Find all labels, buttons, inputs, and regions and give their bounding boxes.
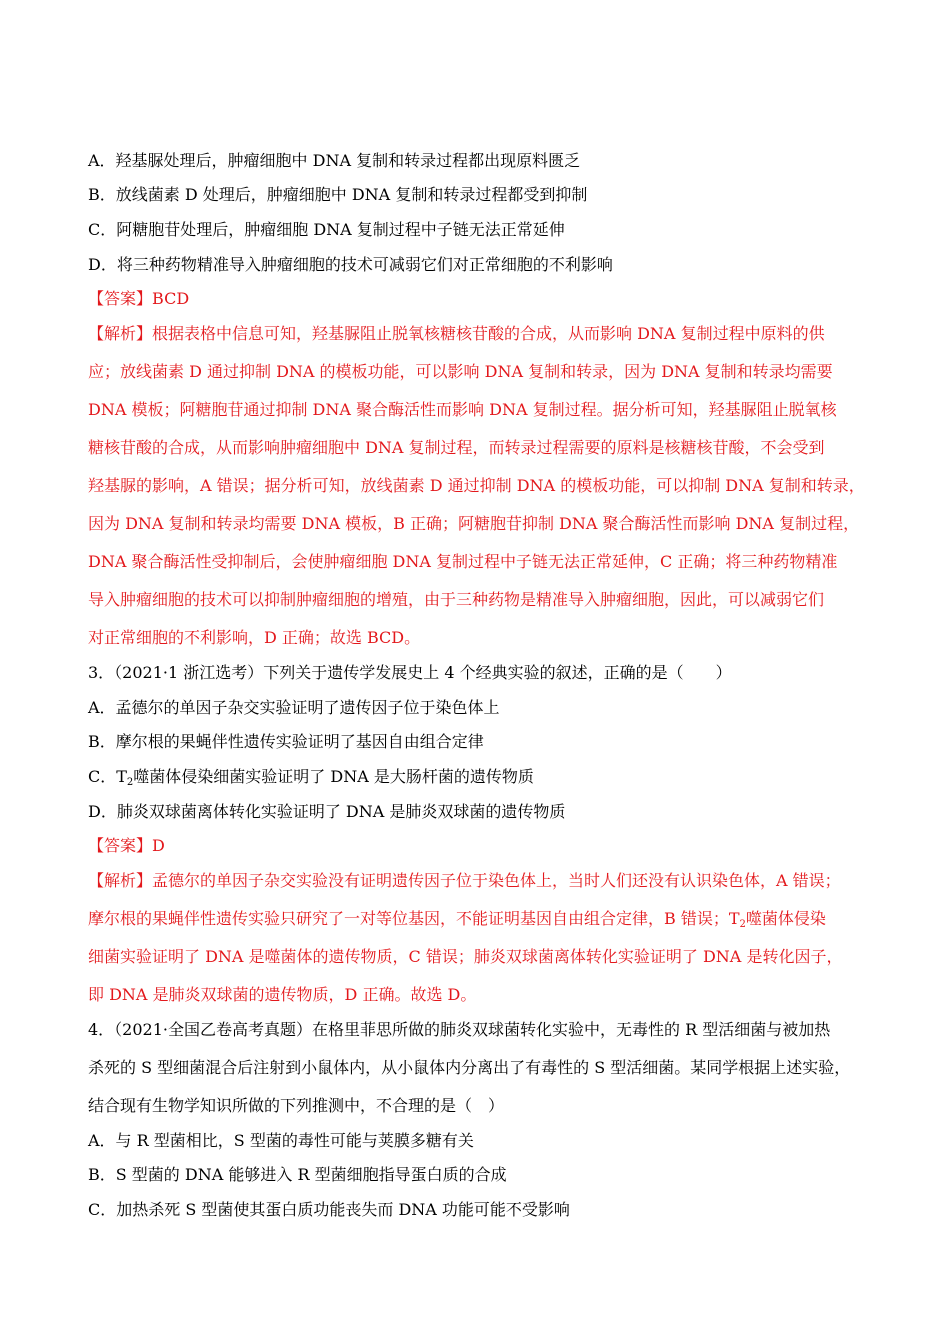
q4-stem-line: 4．（2021·全国乙卷高考真题）在格里菲思所做的肺炎双球菌转化实验中，无毒性的 R 型活细菌与被加热 [88, 1020, 831, 1039]
answer-label: 【答案】 [88, 836, 153, 855]
q2-analysis-line: 应；放线菌素 D 通过抑制 DNA 的模板功能，可以影响 DNA 复制和转录，因为 DNA 复制和转录均需要 [88, 362, 833, 381]
q4-stem-line: 杀死的 S 型细菌混合后注射到小鼠体内，从小鼠体内分离出了有毒性的 S 型活细菌。某同学根据上述实验， [88, 1058, 851, 1077]
q2-analysis-line: 羟基脲的影响，A 错误；据分析可知，放线菌素 D 通过抑制 DNA 的模板功能，可以抑制 DNA 复制和转录， [88, 476, 865, 495]
answer-value: D [152, 836, 165, 855]
analysis-text: 孟德尔的单因子杂交实验没有证明遗传因子位于染色体上，当时人们还没有认识染色体，A 错误； [152, 871, 841, 890]
q2-answer [88, 288, 189, 310]
q3-analysis-line: 摩尔根的果蝇伴性遗传实验只研究了一对等位基因，不能证明基因自由组合定律，B 错误；$T_2$噬菌体侵染 [88, 909, 826, 930]
q3-option-a: A．孟德尔的单因子杂交实验证明了遗传因子位于染色体上 [88, 698, 500, 717]
q4-stem-line: 结合现有生物学知识所做的下列推测中，不合理的是（ ） [88, 1096, 505, 1115]
q3-option-c: C．$T_2$噬菌体侵染细菌实验证明了 DNA 是大肠杆菌的遗传物质 [88, 767, 534, 788]
answer-label: 【答案】 [88, 289, 153, 308]
answer-value: BCD [152, 289, 190, 308]
analysis-text: 根据表格中信息可知，羟基脲阻止脱氧核糖核苷酸的合成，从而影响 DNA 复制过程中原料的供 [152, 324, 825, 343]
q4-option-b: B．S 型菌的 DNA 能够进入 R 型菌细胞指导蛋白质的合成 [88, 1165, 507, 1184]
q2-option-d: D．将三种药物精准导入肿瘤细胞的技术可减弱它们对正常细胞的不利影响 [88, 255, 613, 274]
q3-option-b: B．摩尔根的果蝇伴性遗传实验证明了基因自由组合定律 [88, 732, 484, 751]
q3-analysis-line [88, 870, 841, 892]
analysis-label: 【解析】 [88, 871, 153, 890]
q2-option-c: C．阿糖胞苷处理后，肿瘤细胞 DNA 复制过程中子链无法正常延伸 [88, 220, 565, 239]
q3-option-d: D．肺炎双球菌离体转化实验证明了 DNA 是肺炎双球菌的遗传物质 [88, 802, 566, 821]
q4-option-c: C．加热杀死 S 型菌使其蛋白质功能丧失而 DNA 功能可能不受影响 [88, 1200, 570, 1219]
q2-option-a: A．羟基脲处理后，肿瘤细胞中 DNA 复制和转录过程都出现原料匮乏 [88, 151, 581, 170]
q2-analysis-line: 对正常细胞的不利影响，D 正确；故选 BCD。 [88, 628, 421, 647]
q3-analysis-line: 细菌实验证明了 DNA 是噬菌体的遗传物质，C 错误；肺炎双球菌离体转化实验证明了 DNA 是转化因子， [88, 947, 843, 966]
q4-option-a: A．与 R 型菌相比，S 型菌的毒性可能与荚膜多糖有关 [88, 1131, 474, 1150]
q3-answer [88, 835, 165, 857]
q2-analysis-line: 糖核苷酸的合成，从而影响肿瘤细胞中 DNA 复制过程，而转录过程需要的原料是核糖核苷酸，不会受到 [88, 438, 825, 457]
analysis-label: 【解析】 [88, 324, 153, 343]
q2-analysis-line [88, 323, 825, 345]
q2-analysis-line: DNA 聚合酶活性受抑制后，会使肿瘤细胞 DNA 复制过程中子链无法正常延伸，C 正确；将三种药物精准 [88, 552, 838, 571]
q2-analysis-line: 因为 DNA 复制和转录均需要 DNA 模板，B 正确；阿糖胞苷抑制 DNA 聚合酶活性而影响 DNA 复制过程， [88, 514, 860, 533]
q2-option-b: B．放线菌素 D 处理后，肿瘤细胞中 DNA 复制和转录过程都受到抑制 [88, 185, 588, 204]
q2-analysis-line: DNA 模板；阿糖胞苷通过抑制 DNA 聚合酶活性而影响 DNA 复制过程。据分析可知，羟基脲阻止脱氧核 [88, 400, 837, 419]
q3-stem: 3．（2021·1 浙江选考）下列关于遗传学发展史上 4 个经典实验的叙述，正确的是（ ） [88, 663, 732, 682]
q2-analysis-line: 导入肿瘤细胞的技术可以抑制肿瘤细胞的增殖，由于三种药物是精准导入肿瘤细胞，因此，可以减弱它们 [88, 590, 825, 609]
q3-analysis-line: 即 DNA 是肺炎双球菌的遗传物质，D 正确。故选 D。 [88, 985, 477, 1004]
